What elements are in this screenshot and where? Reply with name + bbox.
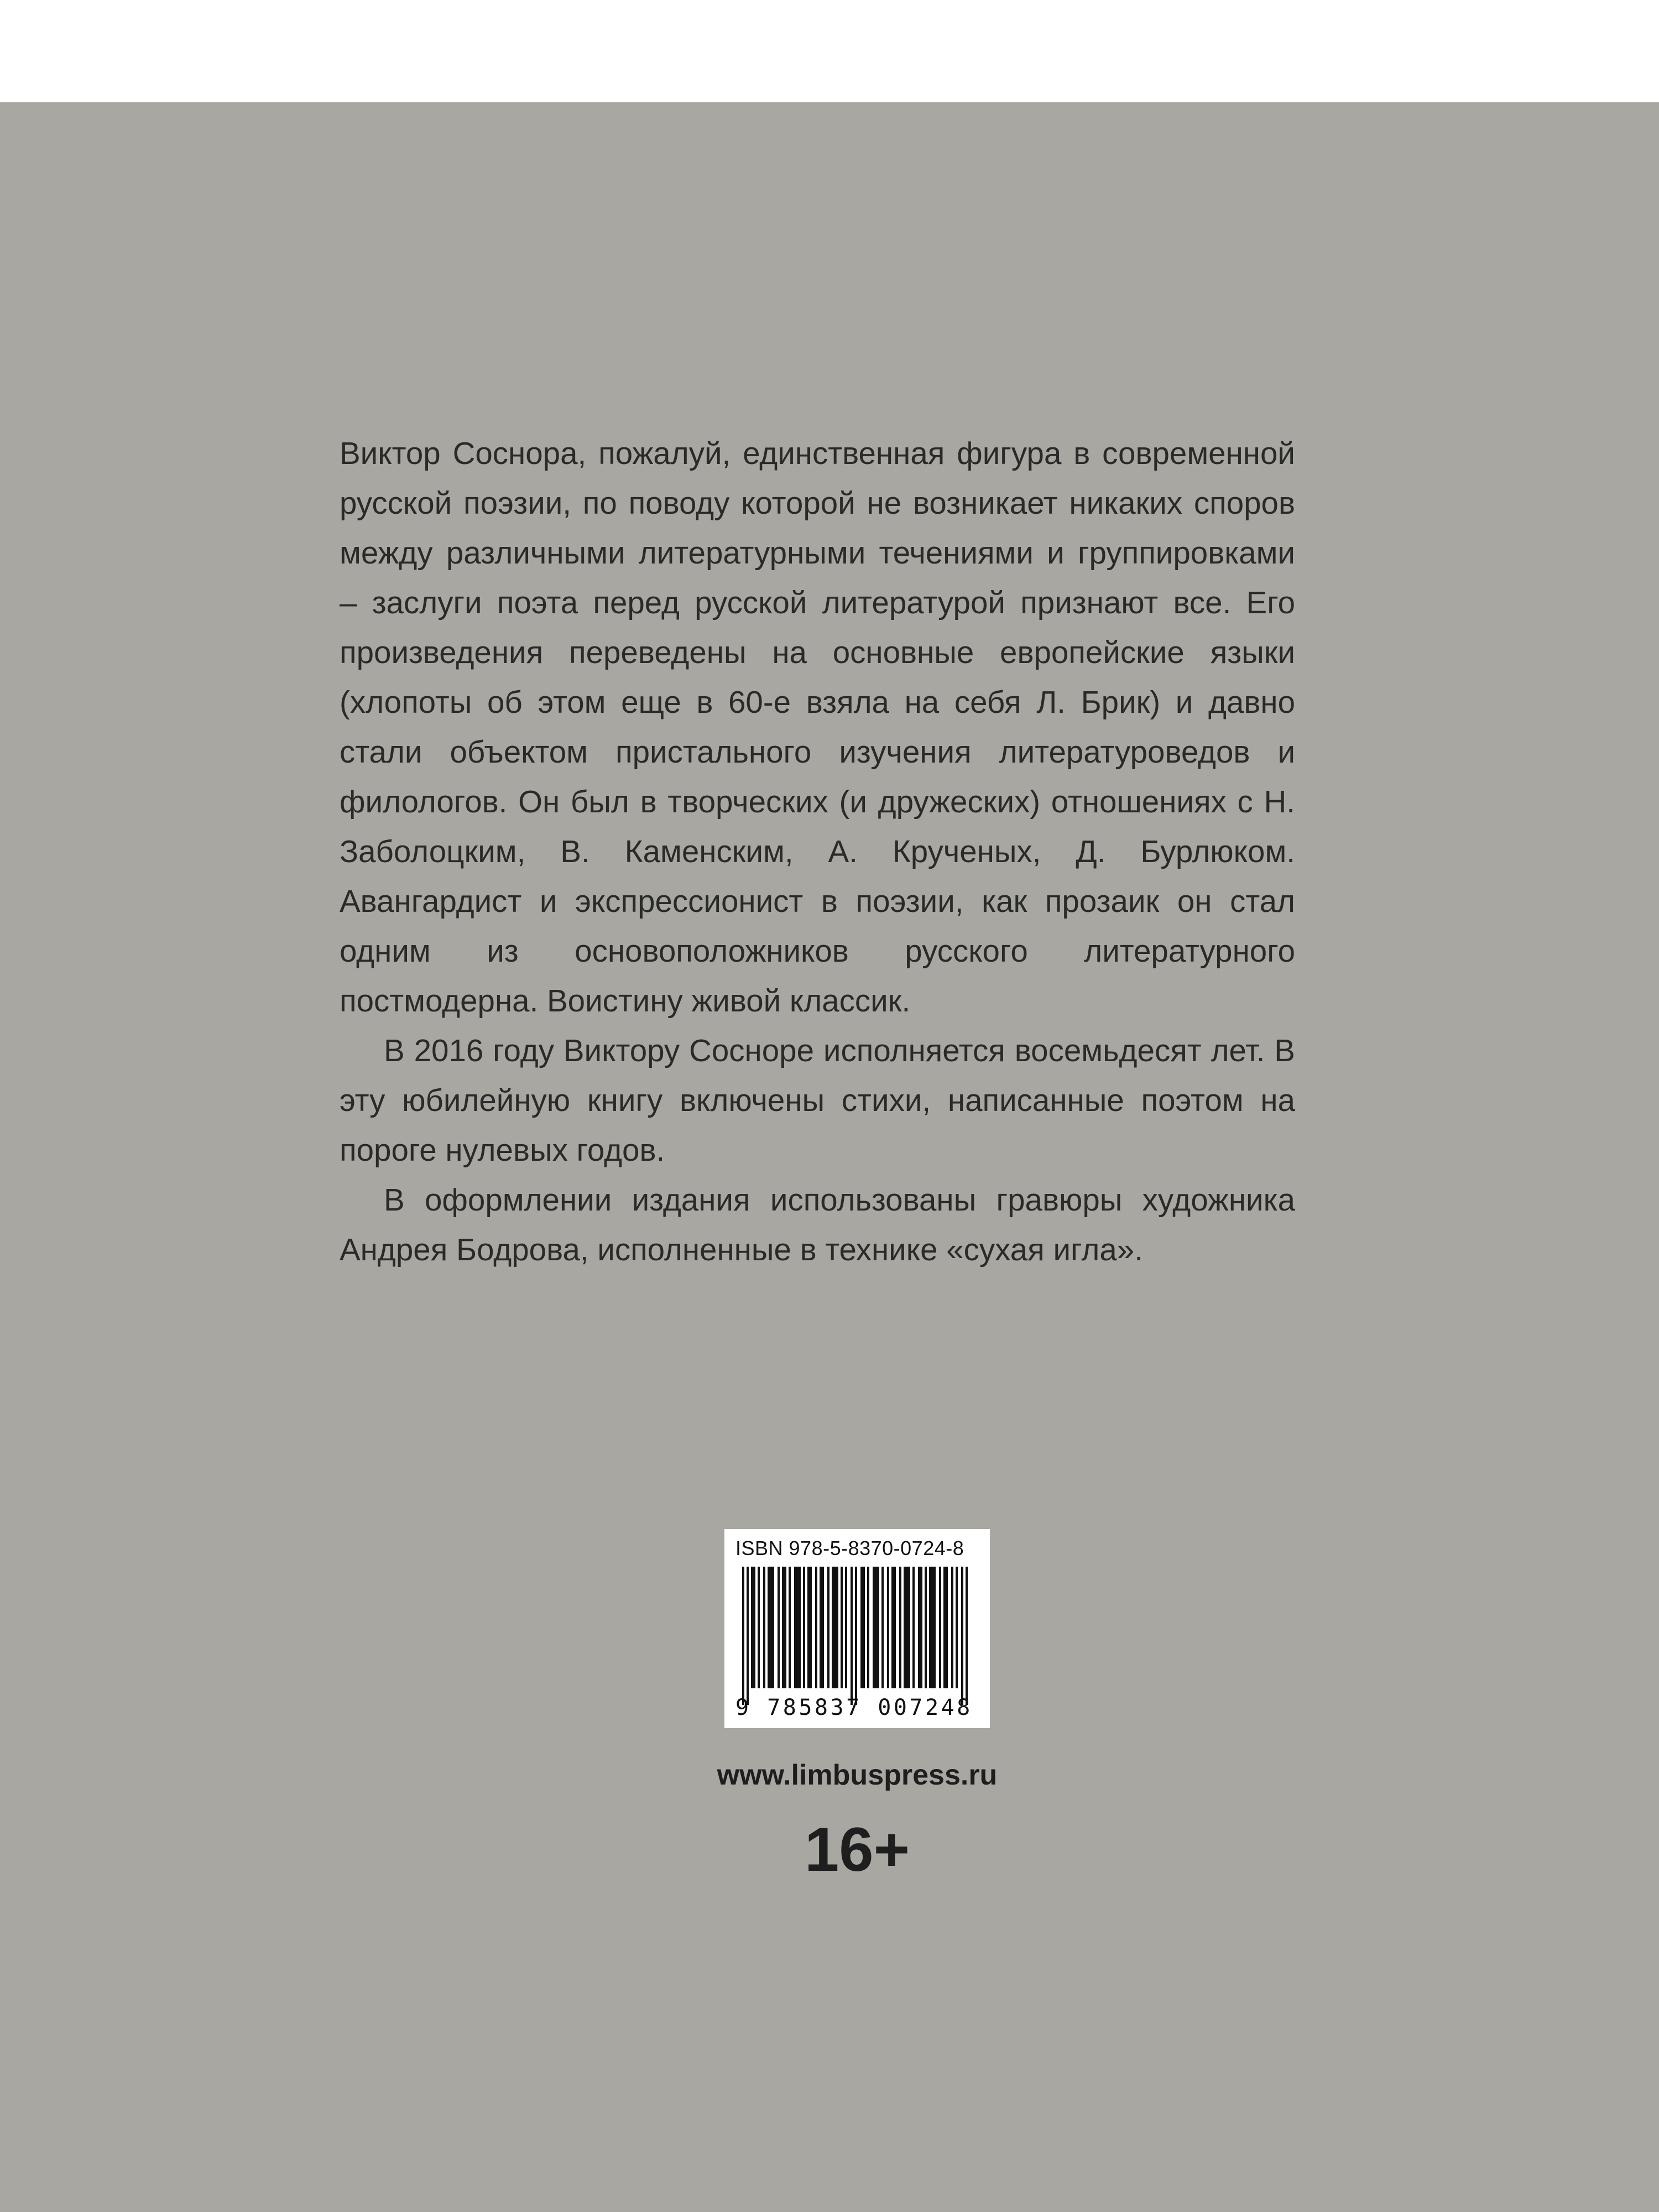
barcode-digits: 9 785837 007248 xyxy=(735,1695,973,1720)
blurb-text xyxy=(340,429,1295,1275)
isbn-label: ISBN 978-5-8370-0724-8 xyxy=(735,1537,964,1559)
barcode-icon xyxy=(734,1567,980,1705)
blurb-paragraph: В 2016 году Виктору Сосноре исполняется восемьдесят лет. В эту юбилейную книгу включены стихи, написанные поэтом на пороге нулевых годов. xyxy=(340,1033,1295,1167)
blurb-paragraph: В оформлении издания использованы гравюры художника Андрея Бодрова, исполненные в технике «сухая игла». xyxy=(340,1182,1295,1267)
age-rating-badge: 16+ xyxy=(805,1815,910,1884)
book-back-cover xyxy=(0,102,1659,2212)
blurb-paragraph: Виктор Соснора, пожалуй, единственная фигура в современной русской поэзии, по поводу которой не возникает никаких споров между различными литературными течениями и группировками – заслуги поэта перед русской литературой признают все. Его произведения переведены на основные европейские языки (хлопоты об этом еще в 60-е взяла на себя Л. Брик) и давно стали объектом пристального изучения литературоведов и филологов. Он был в творческих (и дружеских) отношениях с Н. Заболоцким, В. Каменским, А. Крученых, Д. Бурлюком. Авангардист и экспрессионист в поэзии, как прозаик он стал одним из основоположников русского литературного постмодерна. Воистину живой классик. xyxy=(340,436,1295,1018)
isbn-barcode xyxy=(724,1529,990,1728)
publisher-website: www.limbuspress.ru xyxy=(717,1759,998,1791)
